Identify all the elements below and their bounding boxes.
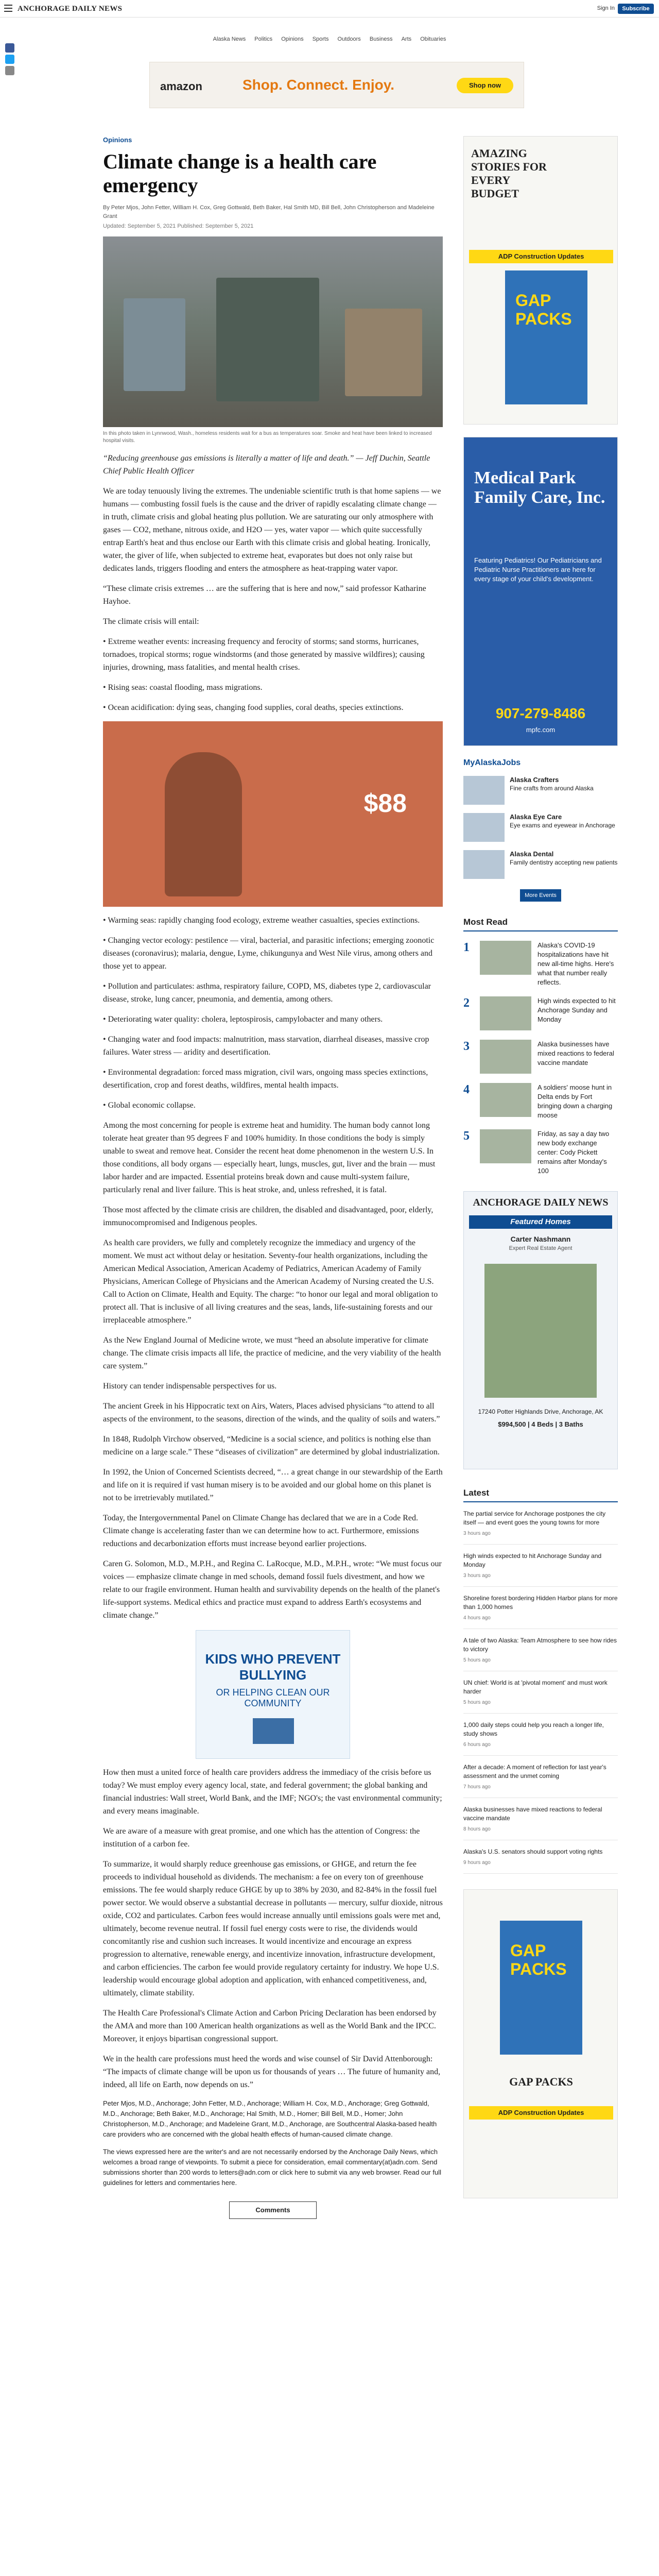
photo-figure <box>165 752 242 896</box>
featured-homes-ad[interactable] <box>463 1191 618 1469</box>
headline: Climate change is a health care emergency <box>103 150 377 197</box>
paragraph: To summarize, it would sharply reduce greenhouse gas emissions, or GHGE, and return the fee proceeds to individual household as dividends. The mechanism: a fee on every ton of greenhouse emissions. The fee would sharply reduce GHGE by up to 38% by 2030, and 82-84% in the fossil fuel power sector. We would observe a substantial decrease in pollutants — mercury, sulfur dioxide, nitrous oxide, CO2 and particulates. Carbon fees would increase annually until emissions goals were met and, ultimately, become revenue neutral. If fossil fuel energy costs were to rise, the dividends would concomitantly rise and cushion such increases. It would incentivize and encourage an express progression to alternative, renewable energy, and incentivize innovation, infrastructure development, and carbon efficiencies. The carbon fee would provide regulatory certainty for industry. We hope U.S. leadership would encourage global adoption and application, with enhanced competitiveness, and, ultimately, climate stability. <box>103 1860 443 1997</box>
paragraph: • Extreme weather events: increasing frequency and ferocity of storms; sand storms, hurricanes, tornadoes, tropical storms; rogue windstorms (and those generated by massive wildfires); causing injuries, drowning, mass fatalities, and mental health crises. <box>103 637 425 672</box>
comments-button[interactable]: Comments <box>229 2201 317 2219</box>
paragraph: How then must a united force of health care providers address the immediacy of the crisis before us today? We must employ every agency local, state, and federal government; the global banking and financial industries: Wall street, World Bank, and the IMF; NGO's; the vast environmental community; and every means imaginable. <box>103 1768 442 1816</box>
paragraph: Among the most concerning for people is extreme heat and humidity. The human body cannot long tolerate heat greater than 95 degrees F and 100% humidity. In those conditions the body is simply unable to sweat and remove heat. Consider the recent heat dome phenomenon in the western U.S. In those conditions, all body organs — especially heart, lungs, muscles, gut, liver and the brain — must labor harder and are impacted. Essential proteins break down and cause multi-system failure, particularly renal and liver failure. This is heat stroke, and, unless refreshed, it is fatal. <box>103 1121 436 1194</box>
top-bar <box>0 0 659 18</box>
most-read-item[interactable] <box>463 941 618 987</box>
rank-number: 3 <box>463 1040 470 1053</box>
timestamp: 5 hours ago <box>463 1700 491 1705</box>
agent-role: Expert Real Estate Agent <box>509 1245 573 1251</box>
rank-number: 4 <box>463 1083 470 1096</box>
featured-homes-band: Featured Homes <box>469 1215 612 1229</box>
paragraph: History can tender indispensable perspectives for us. <box>103 1382 277 1391</box>
timestamp: 8 hours ago <box>463 1826 491 1832</box>
nav-item[interactable]: Alaska News <box>213 36 246 42</box>
promo-widget <box>463 758 618 902</box>
latest-item[interactable] <box>463 1848 618 1874</box>
flag-image <box>253 1718 294 1744</box>
ad-subtitle: OR HELPING CLEAN OUR COMMUNITY <box>216 1687 330 1708</box>
promo-thumbnail <box>463 850 505 879</box>
paragraph: “Reducing greenhouse gas emissions is literally a matter of life and death.” — Jeff Duchin, Seattle Chief Public Health Officer <box>103 454 430 476</box>
ad-slogan: Shop. Connect. Enjoy. <box>242 77 395 93</box>
promo-title: Alaska Eye Care <box>510 813 562 821</box>
photo-figure <box>124 298 185 391</box>
menu-icon[interactable] <box>4 5 12 12</box>
subscribe-button[interactable]: Subscribe <box>618 4 654 14</box>
clinic-url: mpfc.com <box>526 726 556 734</box>
clinic-name: Medical Park Family Care, Inc. <box>474 468 605 507</box>
latest-headline[interactable]: The partial service for Anchorage postpones the city itself — and event goes the young towns for more <box>463 1510 606 1526</box>
latest-headline[interactable]: High winds expected to hit Anchorage Sunday and Monday <box>463 1552 602 1568</box>
ad-cta-button[interactable]: Shop now <box>457 78 513 93</box>
paragraph: • Pollution and particulates: asthma, respiratory failure, COPD, MS, diabetes type 2, cardiovascular disease, stroke, lung cancer, pneumonia, and dementia, among others. <box>103 982 431 1004</box>
paragraph: We are aware of a measure with great promise, and one which has the attention of Congress: the institution of a carbon fee. <box>103 1827 420 1849</box>
most-read <box>463 917 618 1176</box>
paragraph: Caren G. Solomon, M.D., M.P.H., and Regina C. LaRocque, M.D., M.P.H., wrote: “We must focus our voices — emphasize climate change in med schools, demand fossil fuels divestment, and how we relate to our fragile environment. Human health and survivability depends on the health of the planet's life-support systems. Medical ethics and practice must expand to address Earth's ecosystems and climate change.” <box>103 1560 442 1620</box>
promo-text: Family dentistry accepting new patients <box>510 859 618 866</box>
sidebar-ad-1[interactable] <box>463 136 618 425</box>
thumbnail <box>480 1129 531 1163</box>
latest-headline[interactable]: A tale of two Alaska: Team Atmosphere to see how rides to victory <box>463 1637 617 1653</box>
promo-title: Alaska Dental <box>510 850 554 858</box>
paragraph: In 1992, the Union of Concerned Scientists decreed, “… a great change in our stewardship of the Earth and life on it is required if vast human misery is to be avoided and our global home on this planet is not to be irretrievably mutilated.” <box>103 1468 443 1502</box>
byline: By Peter Mjos, John Fetter, William H. Cox, Greg Gottwald, Beth Baker, Hal Smith MD, Bill Bell, John Christopherson and Madeleine Grant <box>103 205 435 219</box>
agent-name: Carter Nashmann <box>510 1235 571 1243</box>
most-read-headline[interactable]: Alaska businesses have mixed reactions to federal vaccine mandate <box>537 1040 614 1066</box>
ad-book-image <box>505 270 587 404</box>
ad-bar: ADP Construction Updates <box>469 2106 613 2120</box>
nav-item[interactable]: Arts <box>401 36 412 42</box>
ad-book-title: GAP PACKS <box>515 291 572 328</box>
paragraph: • Ocean acidification: dying seas, changing food supplies, coral deaths, species extinctions. <box>103 703 404 712</box>
latest-title: Latest <box>463 1488 618 1502</box>
ad-book-image <box>500 1921 582 2055</box>
promo-text: Eye exams and eyewear in Anchorage <box>510 822 615 829</box>
disclaimer: The views expressed here are the writer's and are not necessarily endorsed by the Anchorage Daily News, which welcomes a broad range of viewpoints. To submit a piece for consideration, email commentary(at)adn.com. Send submissions shorter than 200 words to letters@adn.com or click here to submit via any web browser. Read our full guidelines for letters and commentaries here. <box>103 2148 441 2187</box>
promo-heading: MyAlaskaJobs <box>463 758 521 767</box>
timestamp: 7 hours ago <box>463 1784 491 1790</box>
facebook-share-icon[interactable] <box>5 43 14 53</box>
latest-headline[interactable]: 1,000 daily steps could help you reach a longer life, study shows <box>463 1721 604 1737</box>
ad-title: GAP PACKS <box>509 2075 573 2088</box>
paragraph: As the New England Journal of Medicine wrote, we must “heed an absolute imperative for climate change. The climate crisis impacts all life, the practice of medicine, and the very viability of the health care system.” <box>103 1336 441 1370</box>
promo-item[interactable] <box>463 850 618 879</box>
timestamp: 3 hours ago <box>463 1531 491 1536</box>
more-events-button[interactable]: More Events <box>520 889 561 902</box>
sign-in-link[interactable]: Sign In <box>597 5 615 11</box>
nav-item[interactable]: Outdoors <box>337 36 361 42</box>
latest-item[interactable] <box>463 1763 618 1798</box>
most-read-item[interactable] <box>463 1083 618 1120</box>
latest-headline[interactable]: After a decade: A moment of reflection for last year's assessment and the unmet coming <box>463 1764 606 1780</box>
most-read-headline[interactable]: High winds expected to hit Anchorage Sunday and Monday <box>537 997 616 1023</box>
thumbnail <box>480 1040 531 1074</box>
promo-text: Fine crafts from around Alaska <box>510 785 594 792</box>
most-read-item[interactable] <box>463 996 618 1030</box>
home-address: 17240 Potter Highlands Drive, Anchorage, AK <box>478 1408 603 1415</box>
most-read-headline[interactable]: Friday, as say a day two new body exchange center: Cody Pickett remains after Monday's 100 <box>537 1130 610 1175</box>
clinic-features: Featuring Pediatrics! Our Pediatricians and Pediatric Nurse Practitioners are here for every stage of your child's development. <box>474 556 602 583</box>
rank-number: 5 <box>463 1129 470 1143</box>
promo-thumbnail <box>463 813 505 842</box>
latest-item[interactable] <box>463 1510 618 1545</box>
photo-figure <box>345 309 422 396</box>
paragraph: Today, the Intergovernmental Panel on Climate Change has declared that we are in a Code Red. Climate change is accelerating faster than we can determine how to act. Furthermore, emissions reductions and decarbonization efforts must increase beyond earlier projections. <box>103 1514 419 1548</box>
latest-headline[interactable]: UN chief: World is at 'pivotal moment' and must work harder <box>463 1679 608 1695</box>
ad-bar: ADP Construction Updates <box>469 250 613 263</box>
nav-item[interactable]: Business <box>369 36 393 42</box>
rank-number: 2 <box>463 996 470 1010</box>
email-share-icon[interactable] <box>5 66 14 75</box>
thumbnail <box>480 941 531 975</box>
most-read-headline[interactable]: Alaska's COVID-19 hospitalizations have hit new all-time highs. Here's what that number really reflects. <box>537 941 614 986</box>
inline-ad-image[interactable] <box>103 721 443 907</box>
most-read-headline[interactable]: A soldiers' moose hunt in Delta ends by Fort bringing down a charging moose <box>537 1083 613 1119</box>
author-note: Peter Mjos, M.D., Anchorage; John Fetter, M.D., Anchorage; William H. Cox, M.D., Anchorage; Greg Gottwald, M.D., Anchorage; Beth Baker, M.D., Anchorage; Hal Smith, M.D., Homer; Bill Bell, M.D., Homer; John Christopherson, M.D., Anchorage; and Madeleine Grant, M.D., Anchorage, are Southcentral Alaska-based health care providers who are concerned with the global health effects of human-caused climate change. <box>103 2099 437 2138</box>
promo-thumbnail <box>463 776 505 805</box>
sidebar-ad-clinic[interactable] <box>463 437 618 746</box>
paragraph: • Global economic collapse. <box>103 1101 196 1110</box>
paragraph: “These climate crisis extremes … are the suffering that is here and now,” said professor Katharine Hayhoe. <box>103 584 426 606</box>
paragraph: • Changing vector ecology: pestilence — viral, bacterial, and parasitic infections; emerging zoonotic diseases (coronavirus); malaria, dengue, Lyme, chikungunya and West Nile virus, among others and those yet to appear. <box>103 936 435 971</box>
ad-masthead: ANCHORAGE DAILY NEWS <box>473 1197 609 1208</box>
rank-number: 1 <box>463 941 470 954</box>
latest-item[interactable] <box>463 1594 618 1629</box>
article-body <box>103 452 443 2091</box>
ad-book-title: GAP PACKS <box>510 1941 567 1978</box>
paragraph: • Rising seas: coastal flooding, mass migrations. <box>103 683 263 692</box>
latest-item[interactable] <box>463 1721 618 1756</box>
paragraph: We in the health care professions must heed the words and wise counsel of Sir David Attenborough: “The impacts of climate change will be upon us for thousands of years … The future of humanity and, indeed, all life on Earth, now depends on us.” <box>103 2055 441 2089</box>
timestamp: 4 hours ago <box>463 1615 491 1621</box>
promo-item[interactable] <box>463 776 618 805</box>
paragraph: The Health Care Professional's Climate Action and Carbon Pricing Declaration has been endorsed by the AMA and more than 100 American health organizations as well as the World Bank and the IPCC. Moreover, it enjoys bipartisan congressional support. <box>103 2009 437 2043</box>
section-kicker[interactable]: Opinions <box>103 136 132 144</box>
paragraph: Those most affected by the climate crisis are children, the disabled and disadvantaged, poor, elderly, immunocompromised and Indigenous peoples. <box>103 1206 433 1227</box>
paragraph: As health care providers, we fully and completely recognize the immediacy and urgency of the moment. We must act without delay or hesitation. Seventy-four health organizations, including the American Medical Association, American Academy of Pediatrics, American Academy of Family Physicians, American College of Physicians and the American Academy of Nursing created the U.S. Call to Action on Climate, Health and Equity. The charge: “to honor our legal and moral obligation to protect all. That is inclusive of all living creatures and the seas, lands, life-sustaining forests and our irreplaceable atmosphere.” <box>103 1239 438 1325</box>
ad-price: $88 <box>363 789 407 818</box>
ad-title: AMAZING STORIES FOR EVERY BUDGET <box>471 147 547 200</box>
timestamp: 3 hours ago <box>463 1573 491 1579</box>
paragraph: • Deteriorating water quality: cholera, leptospirosis, campylobacter and many others. <box>103 1015 383 1024</box>
paragraph: • Changing water and food impacts: malnutrition, mass starvation, diarrheal diseases, massive crop failures. Water stress — aridity and desertification. <box>103 1035 429 1057</box>
timestamp: 6 hours ago <box>463 1742 491 1748</box>
mid-article-ad[interactable] <box>196 1630 350 1759</box>
latest-headline[interactable]: Alaska's U.S. senators should support voting rights <box>463 1848 603 1855</box>
most-read-title: Most Read <box>463 917 618 931</box>
clinic-phone: 907-279-8486 <box>495 705 586 721</box>
paragraph: • Environmental degradation: forced mass migration, civil wars, ongoing mass species extinctions, desertification, crop and forest deaths, wildfires, mental health impacts. <box>103 1068 428 1090</box>
promo-title: Alaska Crafters <box>510 776 559 784</box>
home-price: $994,500 | 4 Beds | 3 Baths <box>498 1420 583 1428</box>
hero-photo <box>103 236 443 427</box>
latest-item[interactable] <box>463 1552 618 1587</box>
latest-headline[interactable]: Alaska businesses have mixed reactions to federal vaccine mandate <box>463 1806 602 1822</box>
paragraph: In 1848, Rudolph Virchow observed, “Medicine is a social science, and politics is nothing else than medicine on a large scale.” These “diseases of civilization” are determined by global industrialization. <box>103 1435 440 1456</box>
twitter-share-icon[interactable] <box>5 55 14 64</box>
paragraph: The ancient Greek in his Hippocratic text on Airs, Waters, Places advised physicians “to attend to all aspects of the environment, to the seasons, direction of the winds, and the quality of soils and waters.” <box>103 1402 440 1423</box>
paragraph: The climate crisis will entail: <box>103 617 199 626</box>
author-info <box>103 2098 443 2188</box>
most-read-item[interactable] <box>463 1040 618 1074</box>
ad-logo: amazon <box>160 80 202 93</box>
house-photo <box>484 1264 597 1398</box>
sidebar <box>463 136 618 2198</box>
photo-caption: In this photo taken in Lynnwood, Wash., homeless residents wait for a bus as temperatures soar. Smoke and heat have been linked to increased hospital visits. <box>103 431 432 444</box>
latest-item[interactable] <box>463 1805 618 1840</box>
most-read-item[interactable] <box>463 1129 618 1176</box>
latest-item[interactable] <box>463 1636 618 1671</box>
timestamp: 9 hours ago <box>463 1860 491 1866</box>
photo-figure <box>216 278 319 401</box>
promo-item[interactable] <box>463 813 618 842</box>
dateline: Updated: September 5, 2021 Published: September 5, 2021 <box>103 223 254 229</box>
paragraph: We are today tenuously living the extremes. The undeniable scientific truth is that home sapiens — we humans — combusting fossil fuels is the cause and the driver of rapidly escalating climate change — in truth, climate crisis and global heating plus pollution. We are saturating our only atmosphere with gases — CO2, methane, nitrous oxide, and H2O — yes, water vapor — which quite successfully entrap Earth's heat and thus enclose our Earth with this climate crisis and global heating. Ironically, water, the giver of life, when subjected to extreme heat, evaporates but does not only raise but dedicates lands, triggers flooding and enters the atmosphere as heat-trapping water vapor. <box>103 487 441 573</box>
latest-headline[interactable]: Shoreline forest bordering Hidden Harbor plans for more than 1,000 homes <box>463 1595 618 1611</box>
thumbnail <box>480 1083 531 1117</box>
nav-item[interactable]: Sports <box>312 36 329 42</box>
nav-item[interactable]: Obituaries <box>420 36 446 42</box>
paragraph: • Warming seas: rapidly changing food ecology, extreme weather casualties, species extinctions. <box>103 916 420 925</box>
thumbnail <box>480 996 531 1030</box>
site-logo[interactable]: ANCHORAGE DAILY NEWS <box>18 5 123 13</box>
article <box>103 136 443 2219</box>
ad-title: KIDS WHO PREVENT BULLYING <box>205 1651 341 1683</box>
timestamp: 5 hours ago <box>463 1657 491 1663</box>
latest-list <box>463 1488 618 1874</box>
top-banner-ad[interactable] <box>149 62 524 108</box>
latest-item[interactable] <box>463 1679 618 1714</box>
section-nav <box>0 36 659 45</box>
nav-item[interactable]: Politics <box>254 36 273 42</box>
sidebar-ad-3[interactable] <box>463 1889 618 2198</box>
nav-item[interactable]: Opinions <box>281 36 304 42</box>
